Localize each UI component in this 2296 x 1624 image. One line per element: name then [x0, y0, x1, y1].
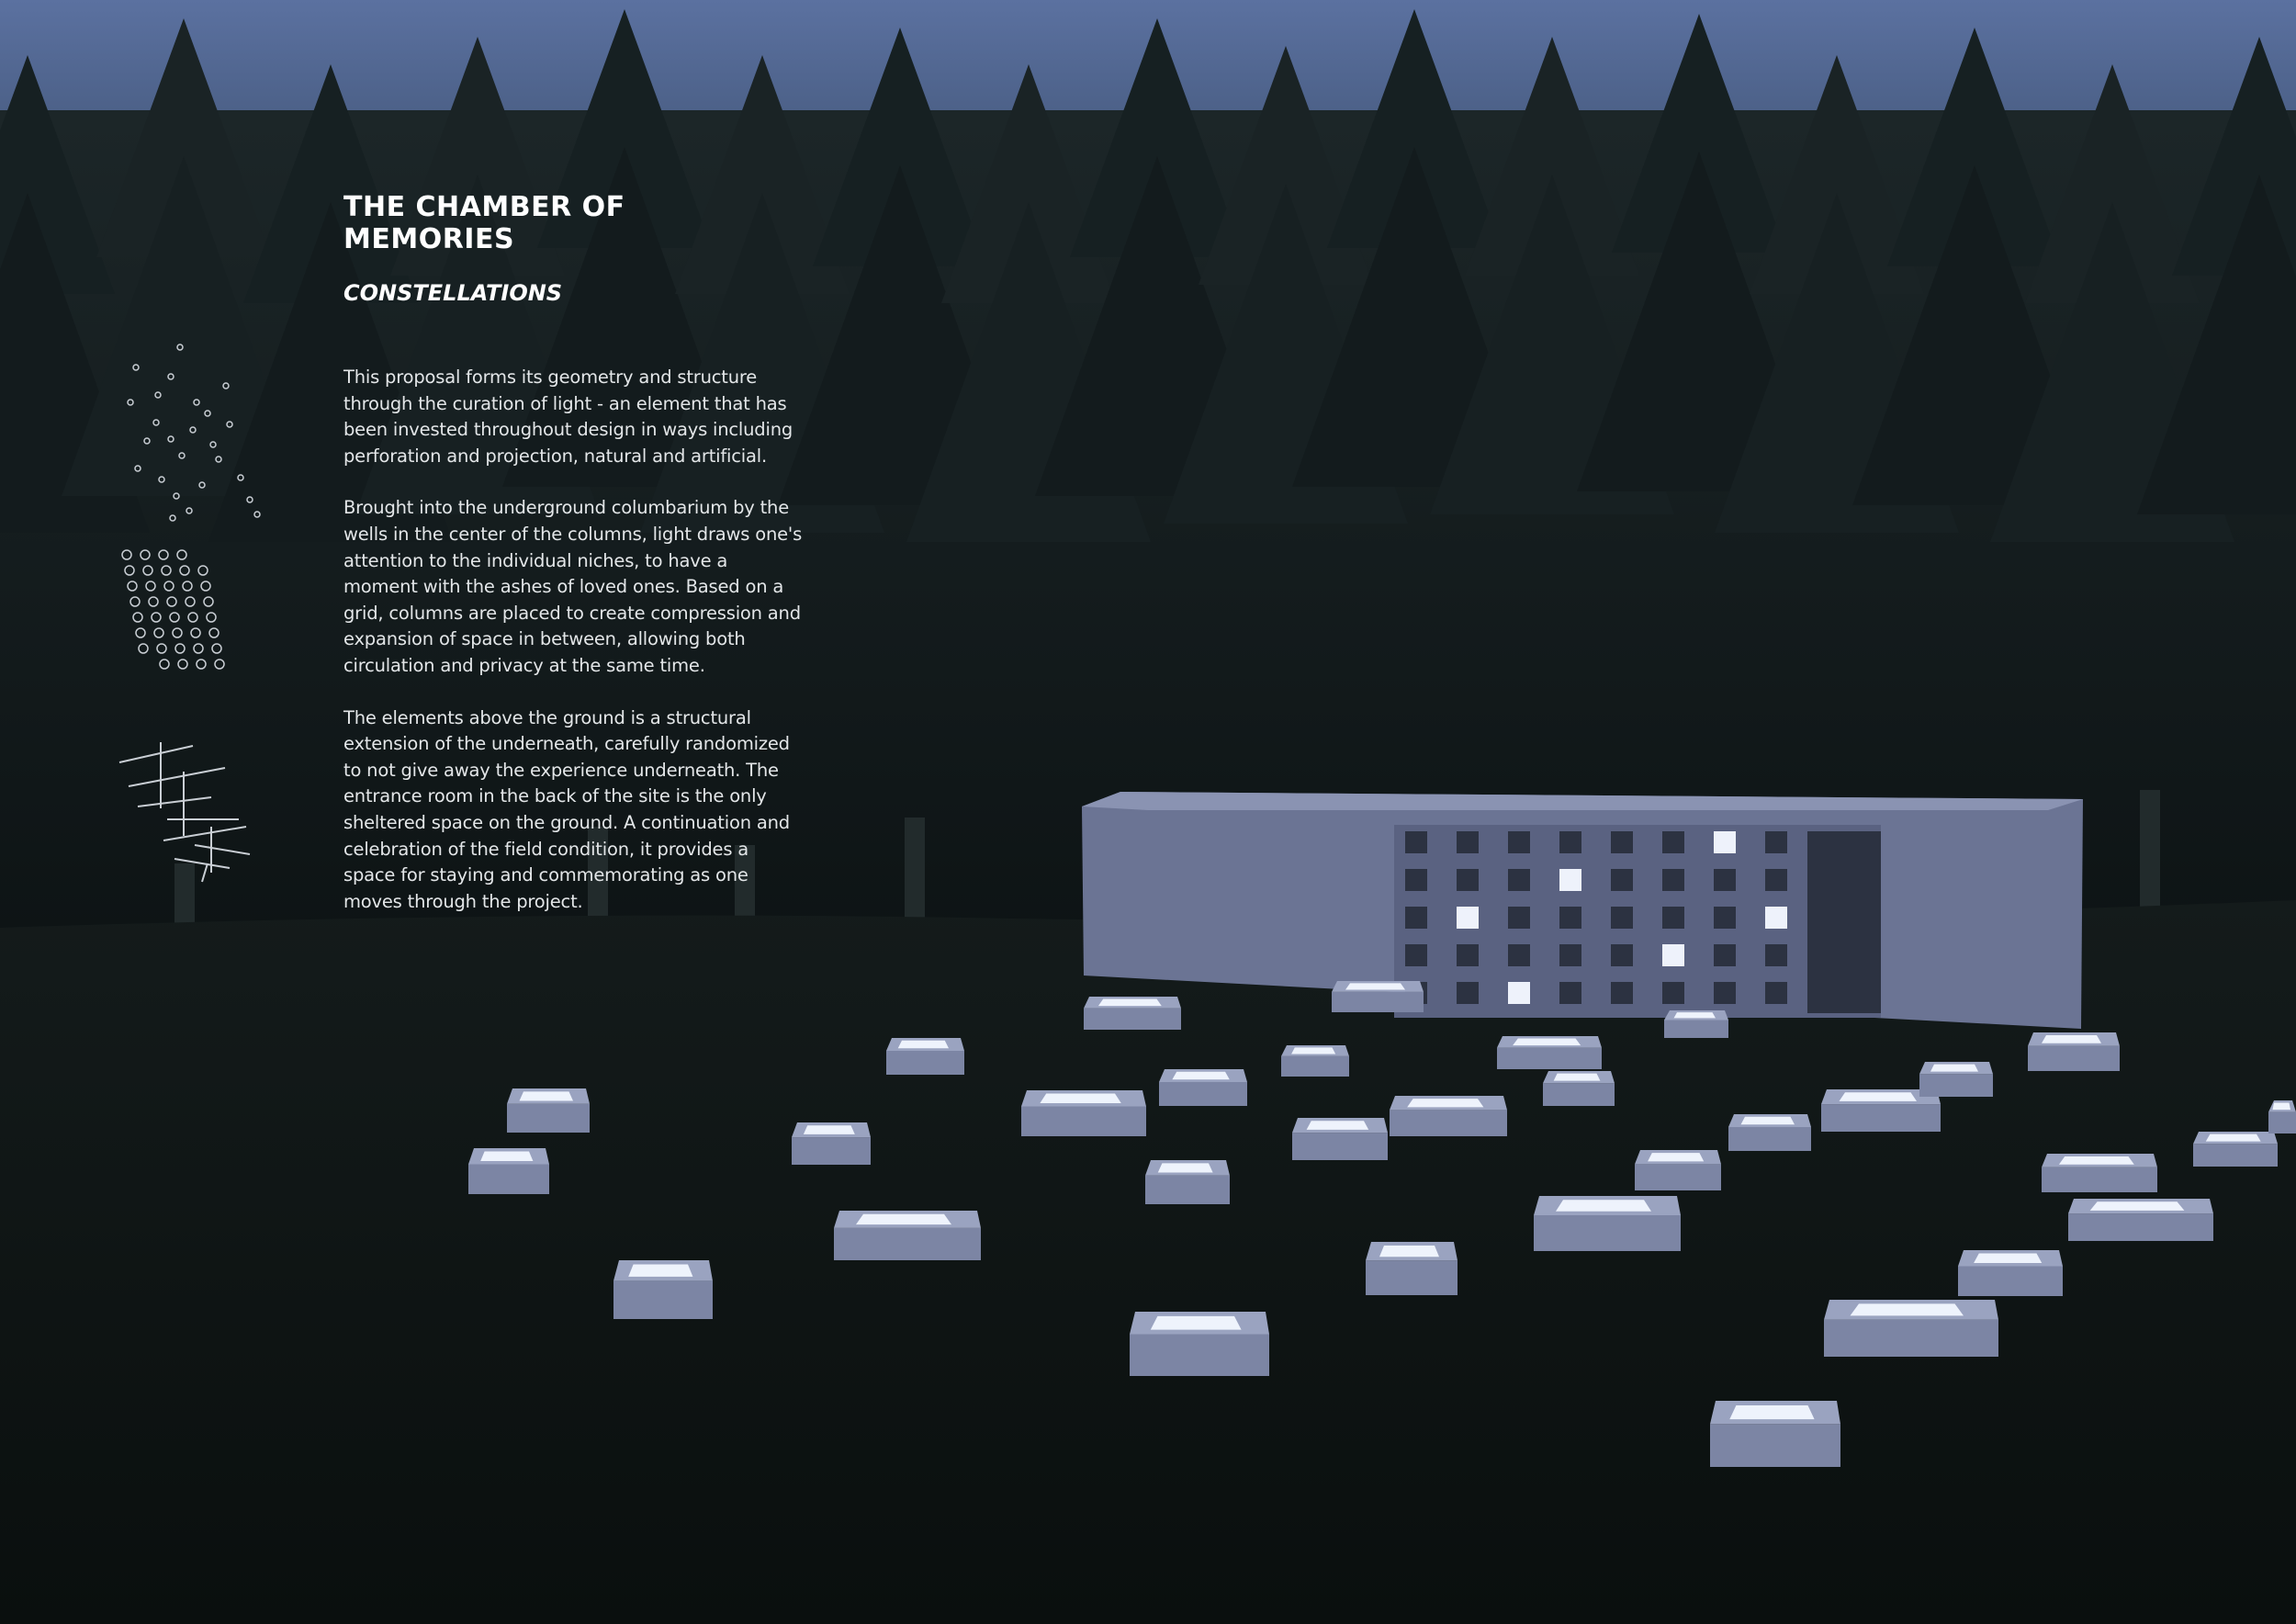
facade-niche: [1559, 944, 1581, 966]
light-block: [2268, 1100, 2296, 1133]
light-block: [1919, 1062, 1993, 1097]
facade-niche: [1405, 907, 1427, 929]
facade-niche: [1508, 982, 1530, 1004]
text-panel: [343, 191, 803, 915]
facade-niche: [1765, 907, 1787, 929]
facade-niche: [1662, 907, 1684, 929]
entrance-door: [1807, 831, 1881, 1013]
facade-niche: [1714, 982, 1736, 1004]
facade-niche: [1765, 982, 1787, 1004]
light-block: [613, 1260, 713, 1319]
light-block: [507, 1088, 590, 1133]
facade-niche: [1662, 944, 1684, 966]
facade-niche: [1662, 869, 1684, 891]
facade-niche: [1611, 831, 1633, 853]
facade-niche: [1508, 944, 1530, 966]
light-block: [2193, 1132, 2278, 1167]
facade-niche: [1559, 982, 1581, 1004]
facade-niche: [1765, 831, 1787, 853]
light-block: [1390, 1096, 1507, 1136]
tree-trunk: [2140, 790, 2160, 919]
light-block: [886, 1038, 964, 1075]
light-block: [1824, 1300, 1998, 1357]
facade-niche: [1508, 869, 1530, 891]
light-block: [1292, 1118, 1388, 1160]
facade-niche: [1559, 869, 1581, 891]
light-block: [1332, 981, 1424, 1012]
facade-niche: [1714, 869, 1736, 891]
facade-niche: [1611, 944, 1633, 966]
facade-niche: [1457, 831, 1479, 853]
light-block: [1021, 1090, 1146, 1136]
light-block: [2028, 1032, 2120, 1071]
facade-niche: [1559, 831, 1581, 853]
light-block: [1145, 1160, 1230, 1204]
tree-trunk: [905, 818, 925, 919]
facade-niche: [1765, 869, 1787, 891]
description-paragraph-2: Brought into the underground columbarium by the wells in the center of the columns, light draws one's attention to the individual niches, to have a moment with the ashes of loved ones. Based on a grid, columns are placed to create compression and expansion of space in between, allowing both circulation and privacy at the same time.: [343, 497, 803, 676]
facade-niche: [1765, 944, 1787, 966]
light-block: [1281, 1045, 1349, 1077]
light-block: [1728, 1114, 1811, 1151]
light-block: [468, 1148, 549, 1194]
facade-niche: [1714, 907, 1736, 929]
facade-niche: [1662, 982, 1684, 1004]
light-block: [1497, 1036, 1602, 1069]
facade-niche: [1457, 982, 1479, 1004]
page-subtitle: CONSTELLATIONS: [343, 280, 563, 306]
facade-niche: [1405, 831, 1427, 853]
facade-niche: [1714, 944, 1736, 966]
light-block: [1710, 1401, 1840, 1467]
light-block: [1366, 1242, 1458, 1295]
light-block: [1958, 1250, 2063, 1296]
facade-niche: [1611, 907, 1633, 929]
light-block: [792, 1122, 871, 1165]
light-block: [1543, 1071, 1615, 1106]
facade-niche: [1405, 869, 1427, 891]
light-block: [1534, 1196, 1681, 1251]
light-block: [834, 1211, 981, 1260]
facade-niche: [1457, 869, 1479, 891]
facade-niche: [1559, 907, 1581, 929]
facade-niche: [1405, 944, 1427, 966]
description-paragraph-3: The elements above the ground is a structural extension of the underneath, carefully randomized to not give away the experience underneath. The entrance room in the back of the site is the only sheltered space on the ground. A continuation and celebration of the field condition, it provides a space for staying and commemorating as one moves through the project.: [343, 706, 790, 912]
facade-niche: [1662, 831, 1684, 853]
facade-niche: [1611, 869, 1633, 891]
facade-niche: [1457, 907, 1479, 929]
page-title: THE CHAMBER OF MEMORIES: [343, 191, 625, 255]
facade-niche: [1457, 944, 1479, 966]
facade-niche: [1508, 831, 1530, 853]
light-block: [1664, 1010, 1728, 1038]
light-block: [1635, 1150, 1721, 1190]
facade-niche: [1714, 831, 1736, 853]
light-block: [1159, 1069, 1247, 1106]
light-block: [2068, 1199, 2213, 1241]
description-paragraph-1: This proposal forms its geometry and structure through the curation of light - an element that has been invested throughout design in ways including perforation and projection, natural and artificial.: [343, 367, 793, 467]
light-block: [2042, 1154, 2157, 1192]
facade-niche: [1508, 907, 1530, 929]
facade-niche: [1611, 982, 1633, 1004]
light-block: [1130, 1312, 1269, 1376]
light-block: [1084, 997, 1181, 1030]
